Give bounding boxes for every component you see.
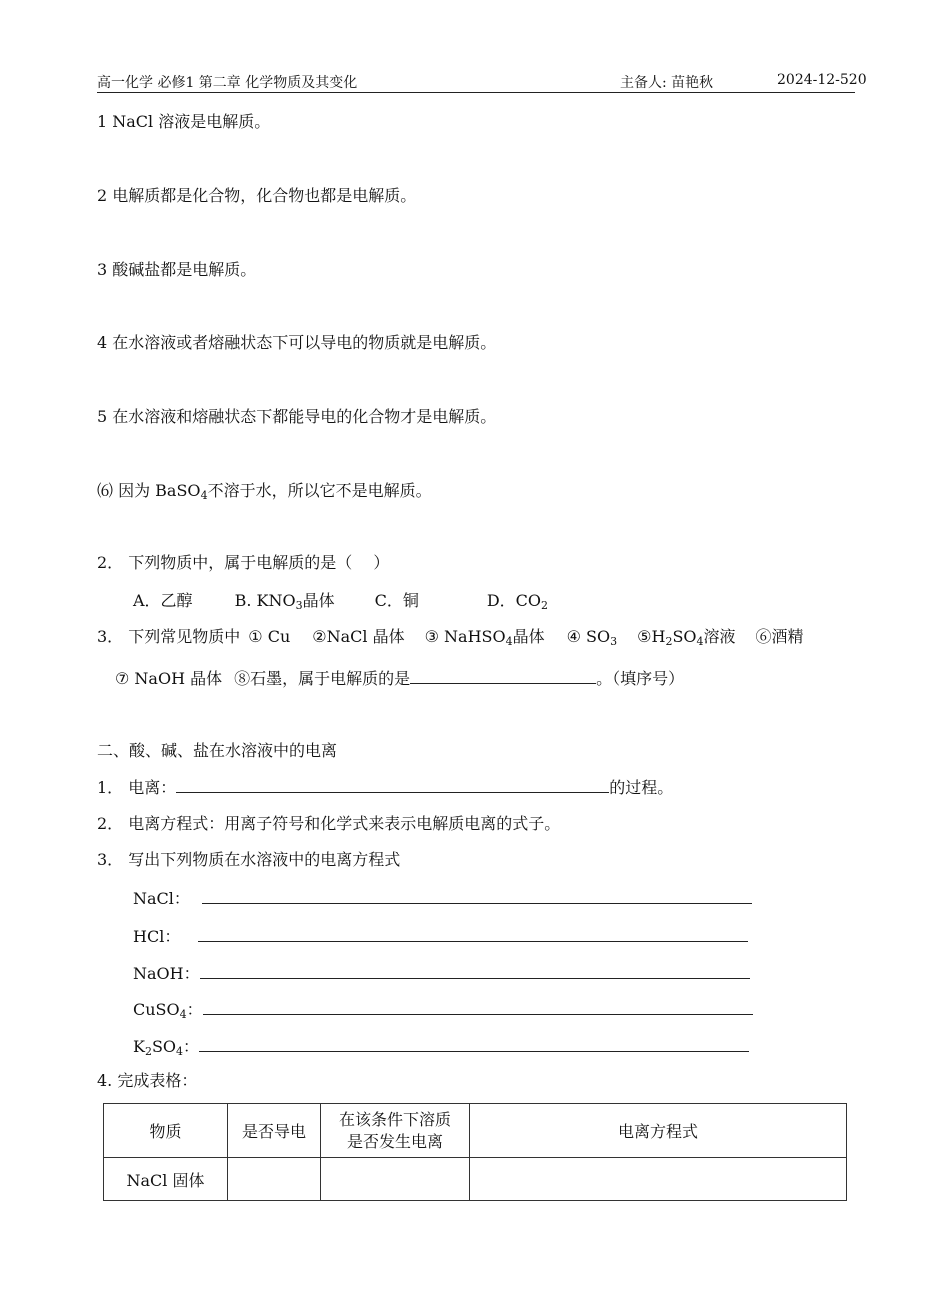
cell-equation[interactable] <box>470 1158 847 1201</box>
question-3-line1: 3． 下列常见物质中 ① Cu ②NaCl 晶体 ③ NaHSO$_4$晶体 ④ $SO_3$ $⑤H_2SO_4$溶液 ⑥酒精 <box>97 627 804 648</box>
judgment-4: 4 在水溶液或者熔融状态下可以导电的物质就是电解质。 <box>97 333 497 352</box>
date: 2024-12-520 <box>777 72 867 88</box>
section-2-item-2: 2． 电离方程式：用离子符号和化学式来表示电解质电离的式子。 <box>97 814 561 833</box>
question-2-options <box>133 591 548 616</box>
option-d: D．$CO_2$ <box>486 591 549 612</box>
answer-blank-hcl[interactable] <box>198 925 748 942</box>
answer-blank-k2so4[interactable] <box>199 1035 749 1052</box>
equation-k2so4: $K_2SO_4$： <box>133 1035 749 1062</box>
equation-hcl: HCl： <box>133 925 748 947</box>
section-2-title: 二、酸、碱、盐在水溶液中的电离 <box>97 741 338 760</box>
equation-nacl: NaCl： <box>133 887 752 909</box>
equation-naoh: NaOH： <box>133 962 750 984</box>
header-substance: 物质 <box>104 1104 228 1158</box>
section-2-item-3: 3． 写出下列物质在水溶液中的电离方程式 <box>97 850 401 869</box>
answer-blank-ionization[interactable] <box>176 776 609 793</box>
answer-blank-cuso4[interactable] <box>203 998 753 1015</box>
header-equation: 电离方程式 <box>470 1104 847 1158</box>
ionization-table <box>103 1103 847 1201</box>
judgment-3: 3 酸碱盐都是电解质。 <box>97 260 257 279</box>
cell-ionized[interactable] <box>321 1158 470 1201</box>
header-ionized: 在该条件下溶质 是否发生电离 <box>321 1104 470 1158</box>
answer-blank-nacl[interactable] <box>202 887 752 904</box>
judgment-5: 5 在水溶液和熔融状态下都能导电的化合物才是电解质。 <box>97 407 497 426</box>
judgment-2: 2 电解质都是化合物，化合物也都是电解质。 <box>97 186 417 205</box>
option-a: A．乙醇 <box>133 591 193 610</box>
option-c: C．铜 <box>374 591 419 610</box>
answer-blank-q3[interactable] <box>410 667 596 684</box>
question-2-stem: 2． 下列物质中，属于电解质的是（ ） <box>97 553 390 572</box>
course-title: 高一化学 必修1 第二章 化学物质及其变化 <box>97 75 358 91</box>
cell-conductive[interactable] <box>228 1158 321 1201</box>
section-2-item-4: 4. 完成表格： <box>97 1071 198 1090</box>
section-2-item-1: 1． 电离： 的过程。 <box>97 778 674 797</box>
answer-blank-naoh[interactable] <box>200 962 750 979</box>
row-nacl-solid: NaCl 固体 <box>104 1158 228 1201</box>
question-3-line2: ⑦ NaOH 晶体 ⑧石墨，属于电解质的是 。（填序号） <box>115 669 685 688</box>
author: 主备人: 苗艳秋 <box>620 75 714 91</box>
equation-cuso4: CuSO$_4$： <box>133 998 753 1025</box>
judgment-6: ⑹ 因为 BaSO$_4$不溶于水，所以它不是电解质。 <box>97 481 432 502</box>
page-header <box>97 72 867 93</box>
option-b: B. $KNO_3$晶体 <box>234 591 335 612</box>
header-conductive: 是否导电 <box>228 1104 321 1158</box>
judgment-1: 1 NaCl 溶液是电解质。 <box>97 112 271 131</box>
